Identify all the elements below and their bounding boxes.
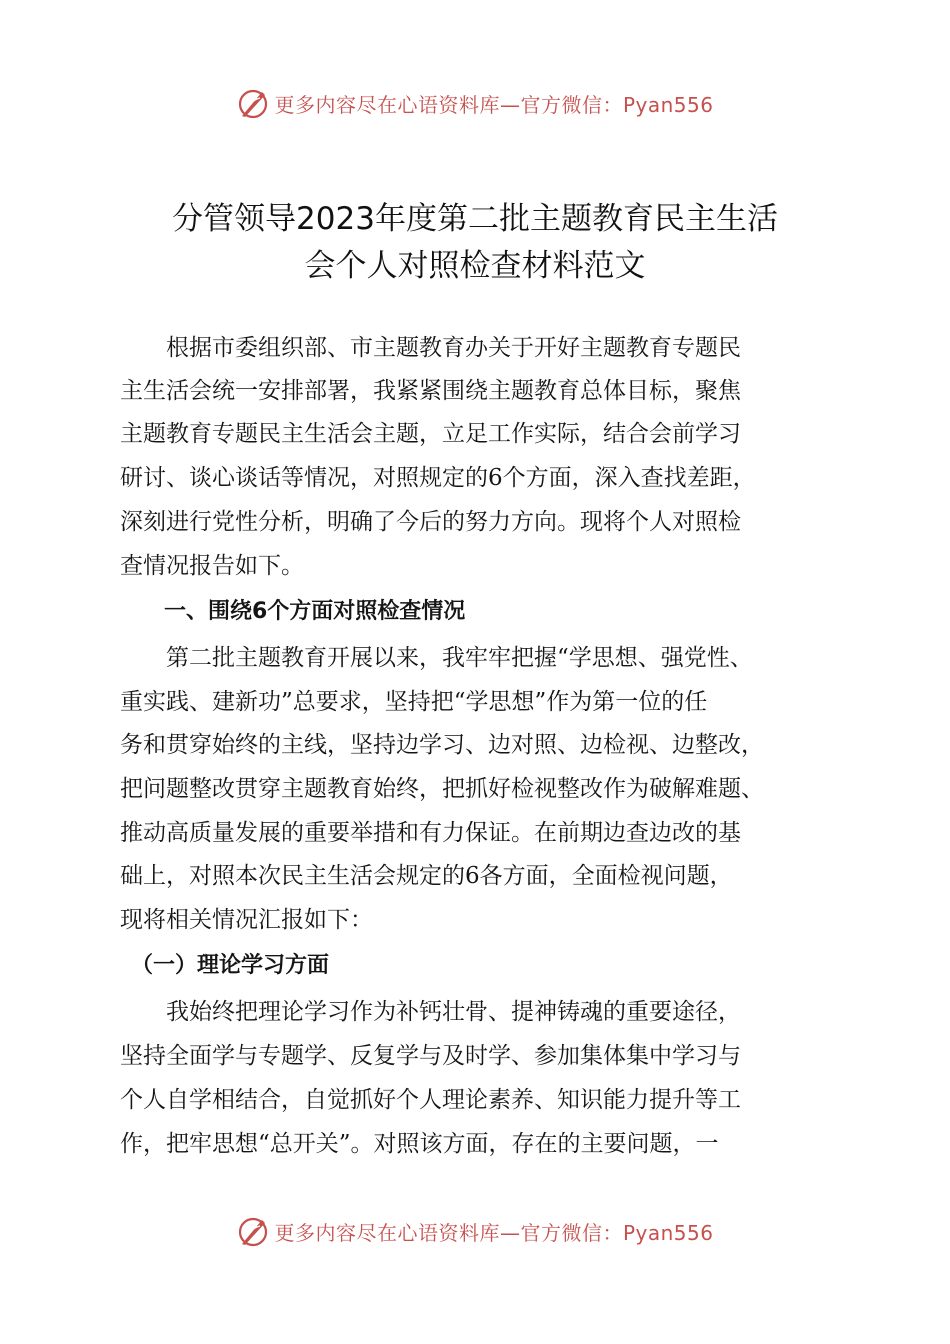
watermark-text-top: 更多内容尽在心语资料库—官方微信：Pyan556 [274,92,714,117]
body-text-line: 第二批主题教育开展以来，我牢牢把握“学思想、强党性、 [120,645,753,671]
body-text-line: 主生活会统一安排部署，我紧紧围绕主题教育总体目标，聚焦 [120,378,741,404]
body-text-line: 主题教育专题民主生活会主题，立足工作实际，结合会前学习 [120,421,741,447]
body-text-line: 研讨、谈心谈话等情况，对照规定的6个方面，深入查找差距， [120,465,756,491]
quill-pen-logo-icon [236,86,270,120]
body-text-line: 个人自学相结合，自觉抓好个人理论素养、知识能力提升等工 [120,1087,741,1113]
watermark-text-bottom: 更多内容尽在心语资料库—官方微信：Pyan556 [274,1220,714,1245]
section-heading: 一、围绕6个方面对照检查情况 [120,599,466,624]
body-text-line: 重实践、建新功”总要求，坚持把“学思想”作为第一位的任 [120,689,708,715]
body-text-line: 深刻进行党性分析，明确了今后的努力方向。现将个人对照检 [120,509,741,535]
watermark-banner-bottom [0,1209,950,1253]
title-line-1: 分管领导2023年度第二批主题教育民主生活 [172,201,778,237]
quill-pen-logo-icon [236,1214,270,1248]
title-line-2: 会个人对照检查材料范文 [304,248,646,284]
body-text-line: 现将相关情况汇报如下： [120,907,373,933]
body-text-line: 推动高质量发展的重要举措和有力保证。在前期边查边改的基 [120,820,741,846]
body-text-line: 务和贯穿始终的主线，坚持边学习、边对照、边检视、边整改， [120,732,764,758]
body-text-line: 我始终把理论学习作为补钙壮骨、提神铸魂的重要途径， [120,999,741,1025]
watermark-banner-top [0,81,950,125]
subsection-heading: （一）理论学习方面 [120,953,330,978]
body-text-line: 根据市委组织部、市主题教育办关于开好主题教育专题民 [120,335,741,361]
body-text-line: 础上，对照本次民主生活会规定的6各方面，全面检视问题， [120,863,733,889]
body-text-line: 作，把牢思想“总开关”。对照该方面，存在的主要问题，一 [120,1131,719,1157]
body-text-line: 查情况报告如下。 [120,553,304,579]
body-text-line: 坚持全面学与专题学、反复学与及时学、参加集体集中学习与 [120,1043,741,1069]
document-title [90,196,860,290]
body-text-line: 把问题整改贯穿主题教育始终，把抓好检视整改作为破解难题、 [120,776,764,802]
